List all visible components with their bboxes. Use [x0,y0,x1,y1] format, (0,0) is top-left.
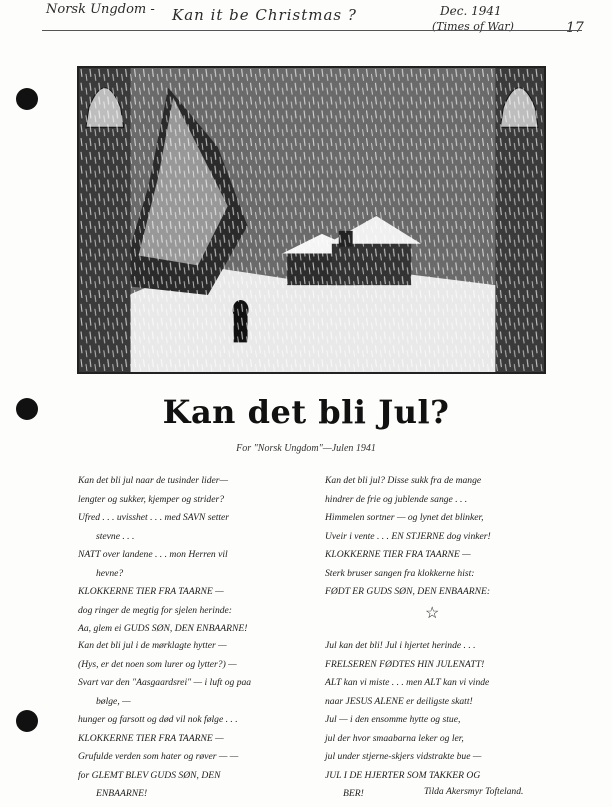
poem-line: jul der hvor smaabarna leker og ler, [325,732,464,744]
poem-line: dog ringer de megtig for sjelen herinde: [78,604,233,616]
poem-line: Ufred . . . uvisshet . . . med SAVN setter [78,512,230,523]
poem-line: ENBAARNE! [96,788,148,799]
poem-line: BER! [343,788,364,799]
poem-line: Uveir i vente . . . EN STJERNE dog vinker! [325,530,491,542]
right-stanza-2 [325,637,565,804]
poem-subtitle: For "Norsk Ungdom"—Julen 1941 [236,443,376,454]
poem-line: FRELSEREN FØDTES HIN JULENATT! [325,658,485,670]
poem-line: Svart var den "Aasgaardsrei" — i luft og paa [78,677,252,688]
binder-hole-top [16,88,38,110]
author-signature: Tilda Akersmyr Tofteland. [424,786,524,797]
poem-line: Kan det bli jul? Disse sukk fra de mange [325,475,482,486]
poem-line: naar JESUS ALENE er deiligste skatt! [325,695,473,707]
handwritten-note: (Times of War) [432,20,514,33]
poem-line: bølge, — [96,695,131,707]
handwritten-date: Dec. 1941 [440,4,502,18]
poem-line: Kan det bli jul i de mørklagte hytter — [78,640,227,651]
poem-line: JUL I DE HJERTER SOM TAKKER OG [325,769,481,781]
snowy-cabin-scene [79,68,544,372]
poem-line: for GLEMT BLEV GUDS SØN, DEN [78,769,221,781]
poem-line: ALT kan vi miste . . . men ALT kan vi vinde [325,677,490,688]
poem-line: KLOKKERNE TIER FRA TAARNE — [325,549,471,560]
poem-line: FØDT ER GUDS SØN, DEN ENBAARNE: [325,586,491,597]
poem-line: stevne . . . [96,530,135,542]
poem-line: lengter og sukker, kjemper og strider? [78,493,225,505]
poem-line: hunger og farsott og død vil nok følge . . . [78,714,238,725]
left-stanza-2 [78,637,314,804]
poem-line: KLOKKERNE TIER FRA TAARNE — [78,586,224,597]
poem-line: Jul kan det bli! Jul i hjertet herinde . . . [325,640,476,651]
poem-line: Grufulde verden som hater og røver — — [78,751,239,762]
binder-hole-bottom [16,710,38,732]
page-number: 17 [566,20,584,36]
winter-illustration [77,66,546,374]
header-rule [42,30,582,31]
poem-line: NATT over landene . . . mon Herren vil [78,549,228,560]
poem-line: Sterk bruser sangen fra klokkerne hist: [325,567,475,579]
poem-line: Aa, glem ei GUDS SØN, DEN ENBAARNE! [78,623,248,634]
handwritten-source: Norsk Ungdom - [46,2,155,17]
poem-line: Kan det bli jul naar de tusinder lider— [78,475,229,486]
right-stanza-1 [325,472,565,602]
poem-line: (Hys, er det noen som lurer og lytter?) — [78,658,237,670]
handwritten-title: Kan it be Christmas ? [172,6,357,24]
poem-line: jul under stjerne-skjers vidstrakte bue — [325,751,482,762]
left-stanza-1 [78,472,314,639]
poem-line: hevne? [96,567,124,579]
poem-line: Himmelen sortner — og lynet det blinker, [325,512,484,523]
poem-line: Jul — i den ensomme hytte og stue, [325,714,461,725]
poem-title: Kan det bli Jul? [162,393,450,431]
poem-line: hindrer de frie og jublende sange . . . [325,493,468,505]
poem-line: KLOKKERNE TIER FRA TAARNE — [78,732,224,744]
star-ornament: ☆ [425,605,440,622]
